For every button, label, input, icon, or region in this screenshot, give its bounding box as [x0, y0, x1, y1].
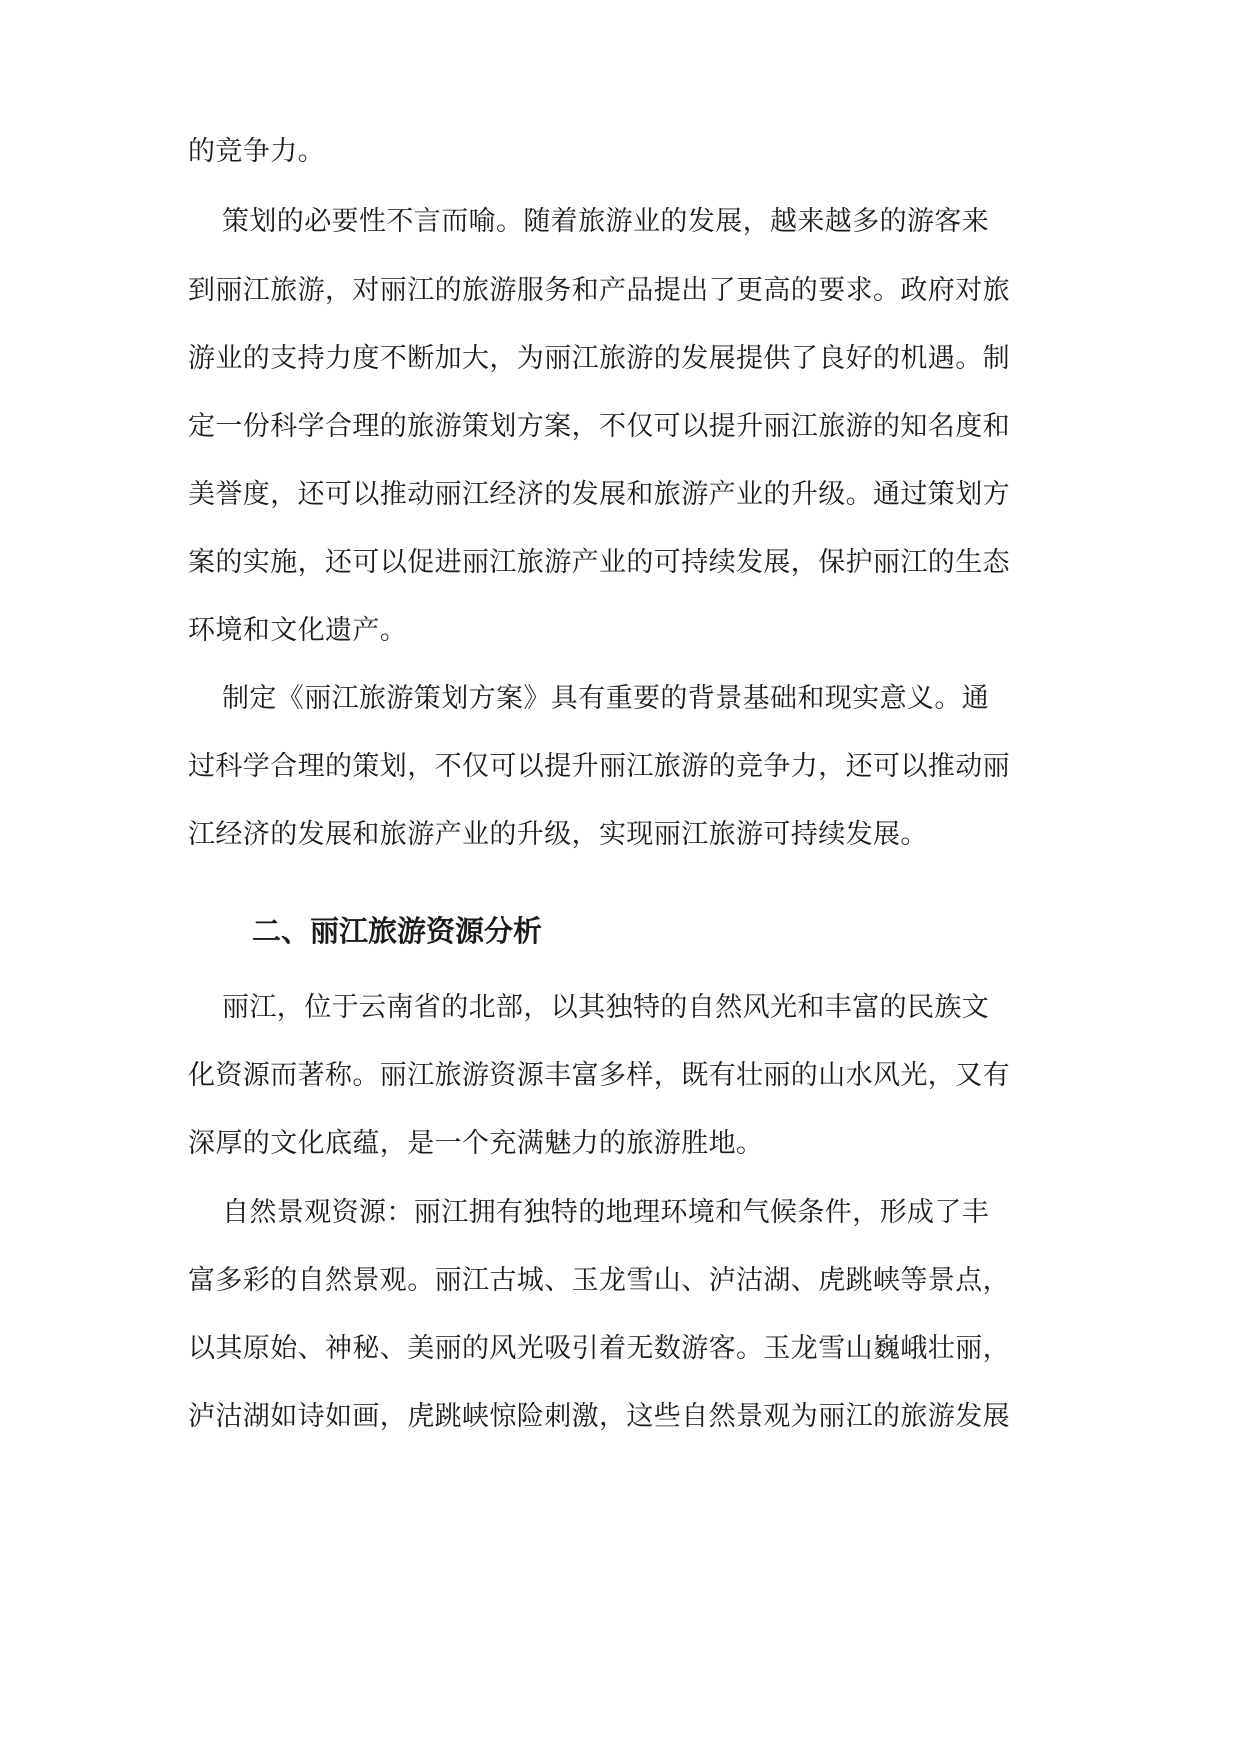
- paragraph-4-line-2: 化资源而著称。丽江旅游资源丰富多样，既有壮丽的山水风光，又有: [188, 1060, 1010, 1091]
- paragraph-5-line-2: 富多彩的自然景观。丽江古城、玉龙雪山、泸沽湖、虎跳峡等景点，: [188, 1265, 1010, 1296]
- paragraph-3-line-1: 制定《丽江旅游策划方案》具有重要的背景基础和现实意义。通: [222, 683, 990, 714]
- paragraph-5-line-3: 以其原始、神秘、美丽的风光吸引着无数游客。玉龙雪山巍峨壮丽，: [188, 1333, 1010, 1364]
- paragraph-3-line-2: 过科学合理的策划，不仅可以提升丽江旅游的竞争力，还可以推动丽: [188, 751, 1010, 782]
- paragraph-2-line-5: 美誉度，还可以推动丽江经济的发展和旅游产业的升级。通过策划方: [188, 479, 1010, 510]
- paragraph-5-line-1: 自然景观资源：丽江拥有独特的地理环境和气候条件，形成了丰: [222, 1197, 990, 1228]
- paragraph-4-line-1: 丽江，位于云南省的北部，以其独特的自然风光和丰富的民族文: [222, 992, 990, 1023]
- paragraph-5-line-4: 泸沽湖如诗如画，虎跳峡惊险刺激，这些自然景观为丽江的旅游发展: [188, 1401, 1010, 1432]
- paragraph-2-line-1: 策划的必要性不言而喻。随着旅游业的发展，越来越多的游客来: [222, 206, 990, 237]
- paragraph-4-line-3: 深厚的文化底蕴，是一个充满魅力的旅游胜地。: [188, 1128, 764, 1159]
- paragraph-1-line-1: 的竞争力。: [188, 136, 325, 167]
- paragraph-2-line-2: 到丽江旅游，对丽江的旅游服务和产品提出了更高的要求。政府对旅: [188, 275, 1010, 306]
- paragraph-2-line-4: 定一份科学合理的旅游策划方案，不仅可以提升丽江旅游的知名度和: [188, 411, 1010, 442]
- section-heading: 二、丽江旅游资源分析: [252, 914, 543, 948]
- paragraph-2-line-7: 环境和文化遗产。: [188, 615, 408, 646]
- paragraph-2-line-3: 游业的支持力度不断加大，为丽江旅游的发展提供了良好的机遇。制: [188, 343, 1010, 374]
- paragraph-3-line-3: 江经济的发展和旅游产业的升级，实现丽江旅游可持续发展。: [188, 819, 928, 850]
- paragraph-2-line-6: 案的实施，还可以促进丽江旅游产业的可持续发展，保护丽江的生态: [188, 547, 1010, 578]
